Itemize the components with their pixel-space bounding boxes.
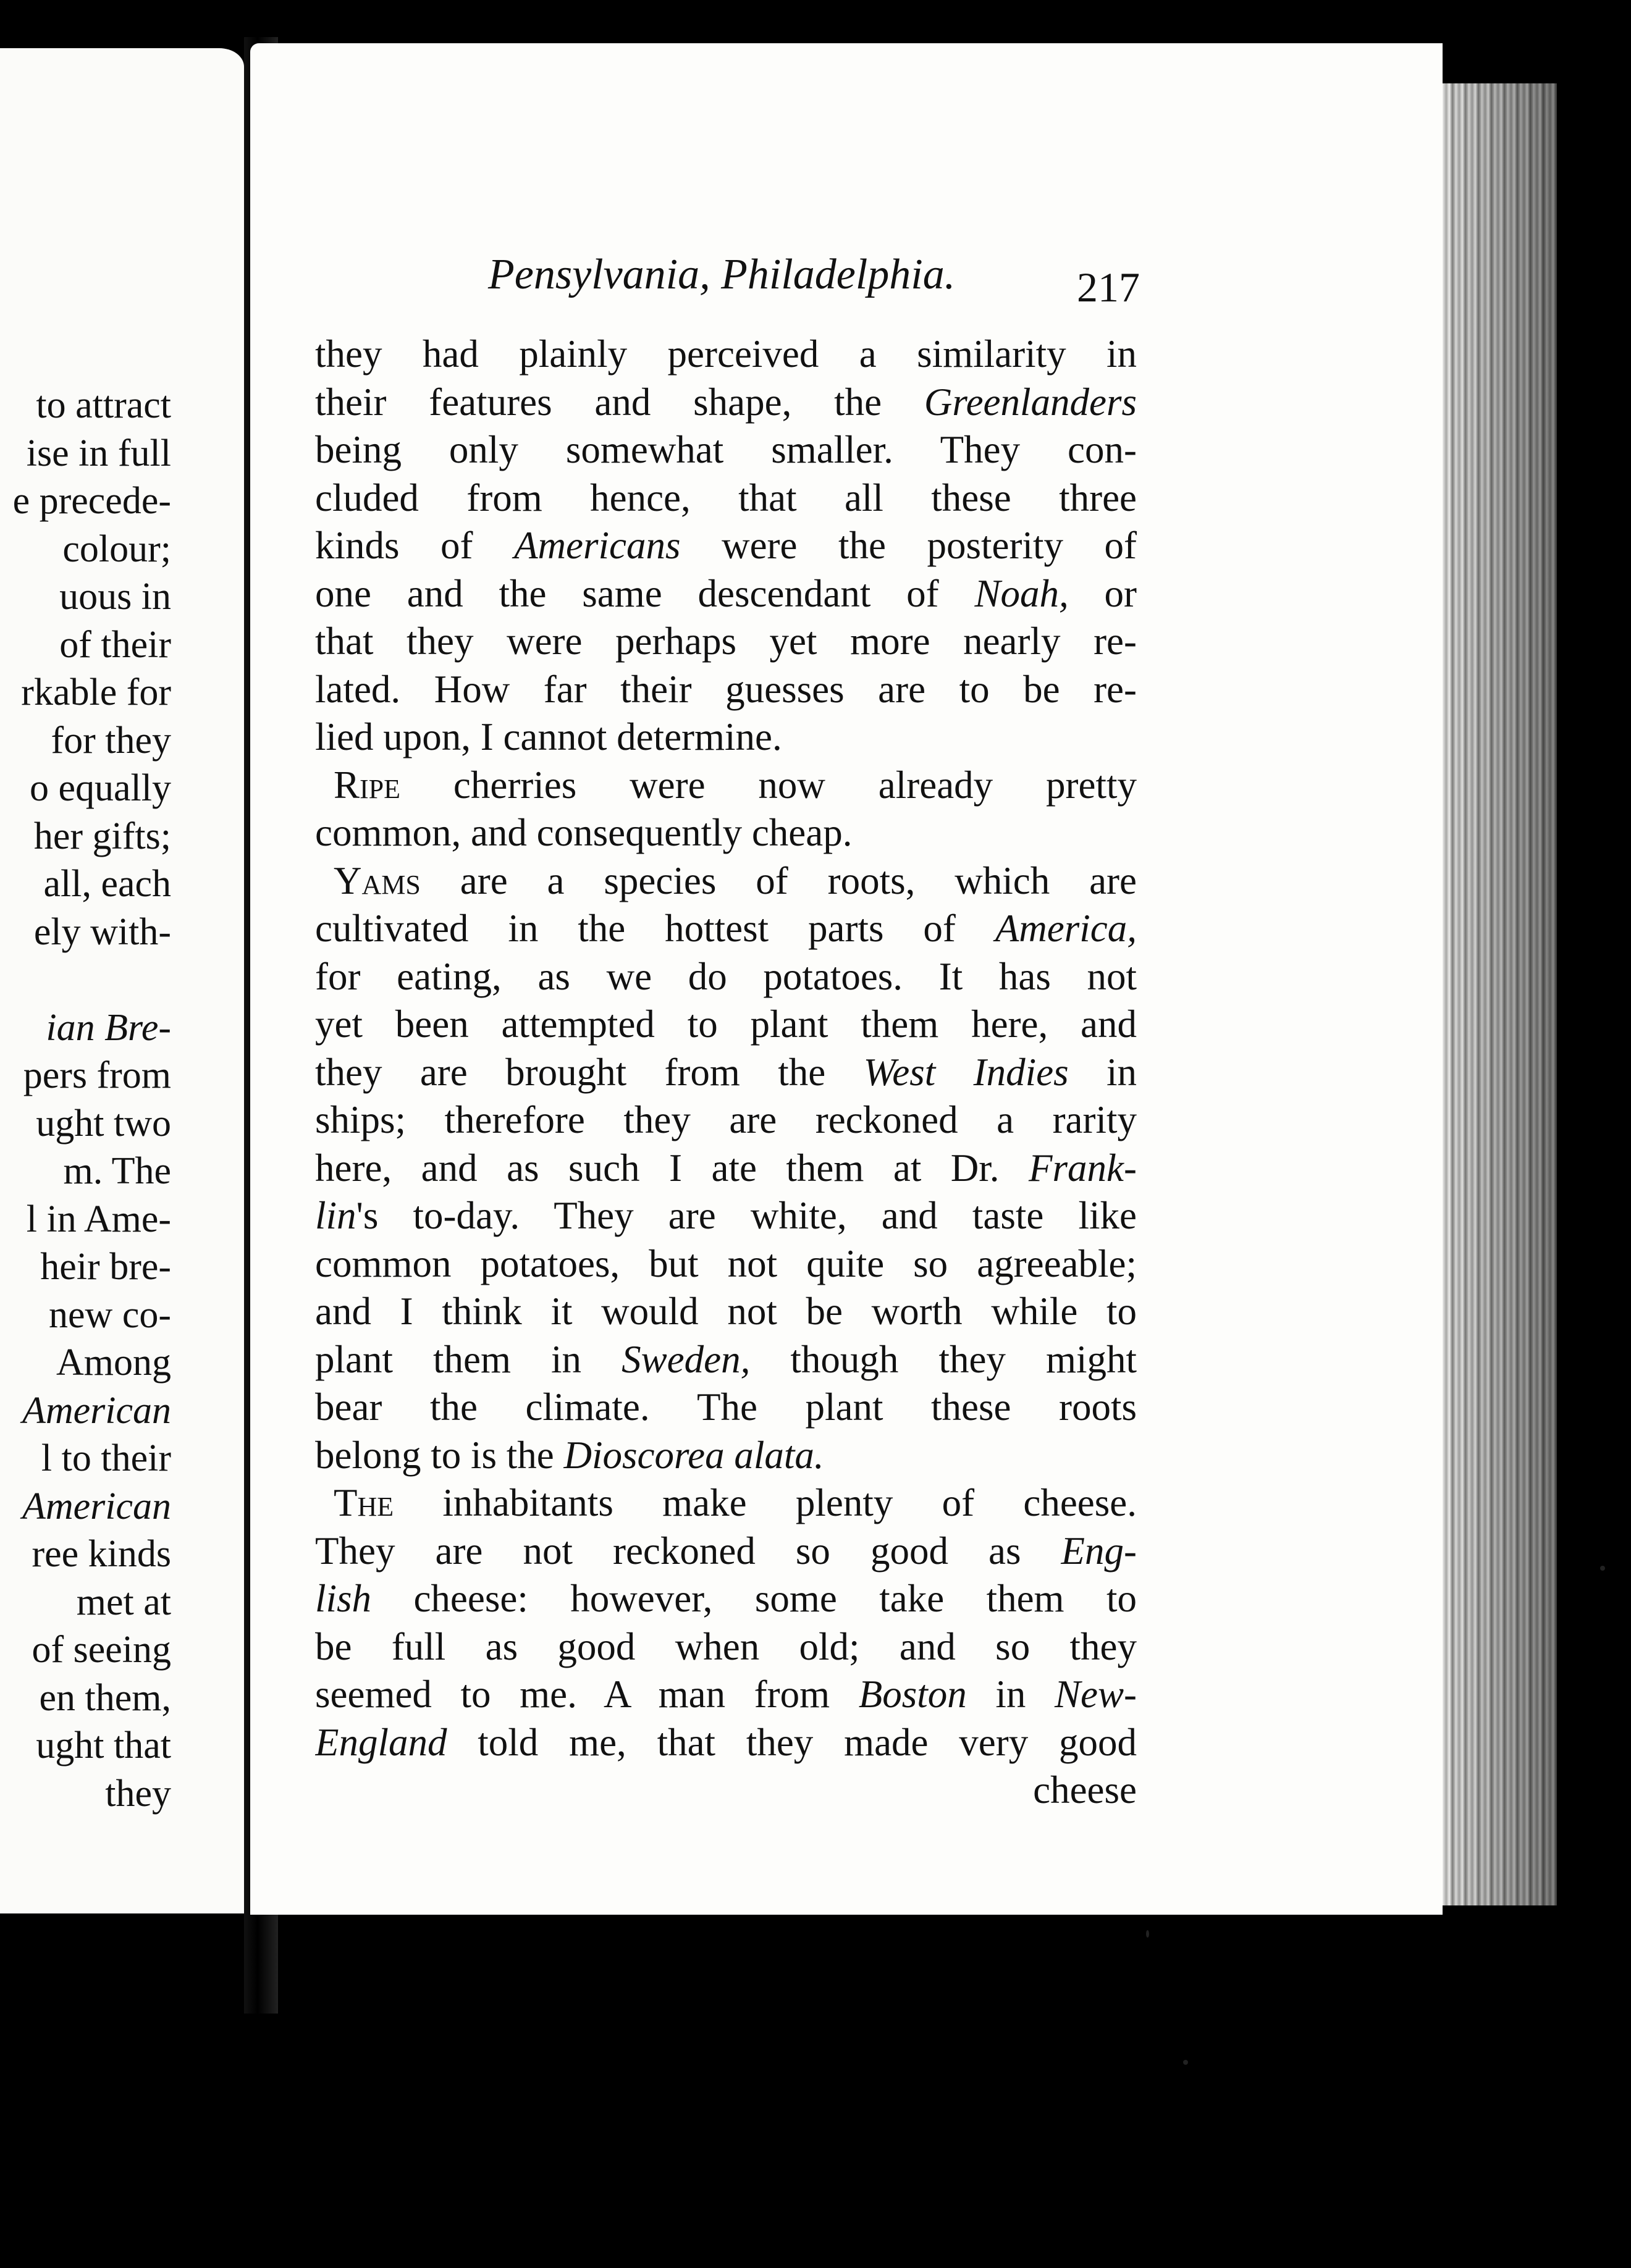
- text-line: that they were perhaps yet more nearly re-: [315, 620, 1137, 663]
- facing-line: uous in: [59, 576, 171, 618]
- catchword: cheese: [1033, 1768, 1137, 1812]
- italic-name: Frank-: [1029, 1146, 1137, 1190]
- paragraph-lead: The: [334, 1481, 394, 1524]
- text-line: they had plainly perceived a similarity in: [315, 332, 1137, 376]
- paragraph-lead: Ripe: [334, 763, 401, 807]
- facing-line: heir bre-: [40, 1246, 171, 1288]
- text-line: lied upon, I cannot determine.: [315, 715, 782, 758]
- text-line: they are brought from the West Indies in: [315, 1050, 1137, 1094]
- facing-line: ely with-: [33, 910, 171, 953]
- facing-line: e precede-: [12, 480, 171, 522]
- text-line: common, and consequently cheap.: [315, 811, 853, 854]
- facing-line: they: [105, 1772, 171, 1815]
- facing-line: rkable for: [21, 671, 171, 713]
- text-line: here, and as such I ate them at Dr. Frank-: [315, 1146, 1137, 1190]
- facing-line: o equally: [30, 767, 171, 809]
- italic-name: lish: [315, 1577, 372, 1620]
- facing-page-text: [0, 382, 171, 1818]
- facing-line: colour;: [62, 527, 171, 570]
- body-text: [315, 330, 1137, 1815]
- running-head: Pensylvania, Philadelphia.: [488, 251, 956, 298]
- italic-name: Americans: [514, 524, 681, 567]
- text-line: cluded from hence, that all these three: [315, 476, 1137, 519]
- facing-line: American: [22, 1485, 171, 1527]
- text-line: common potatoes, but not quite so agreeable;: [315, 1241, 1137, 1285]
- italic-name: America,: [995, 907, 1137, 950]
- text-line: England told me, that they made very good: [315, 1720, 1137, 1764]
- text-line: belong to is the Dioscorea alata.: [315, 1433, 824, 1477]
- ink-speck: [1600, 1566, 1605, 1571]
- facing-line: to attract: [36, 384, 171, 426]
- text-line: ships; therefore they are reckoned a rarity: [315, 1098, 1137, 1141]
- text-line: Ripe cherries were now already pretty: [334, 763, 1137, 807]
- text-line: yet been attempted to plant them here, and: [315, 1002, 1137, 1046]
- italic-name: Noah,: [974, 571, 1069, 615]
- facing-line: new co-: [49, 1293, 171, 1336]
- facing-line: pers from: [23, 1054, 171, 1096]
- facing-line: ree kinds: [32, 1533, 171, 1575]
- text-line: seemed to me. A man from Boston in New-: [315, 1673, 1137, 1716]
- text-line: bear the climate. The plant these roots: [315, 1385, 1137, 1429]
- facing-line: [0, 956, 171, 1004]
- facing-line: l to their: [41, 1437, 171, 1479]
- ink-speck: [1146, 1930, 1149, 1938]
- text-line: for eating, as we do potatoes. It has not: [315, 954, 1137, 998]
- ink-speck: [1183, 2060, 1188, 2065]
- page-edges-shade: [1443, 83, 1557, 1905]
- text-line: kinds of Americans were the posterity of: [315, 524, 1137, 567]
- facing-line: her gifts;: [33, 815, 171, 857]
- facing-line: ught two: [36, 1102, 171, 1144]
- italic-name: Boston: [858, 1673, 967, 1716]
- text-line: cultivated in the hottest parts of America,: [315, 907, 1137, 950]
- facing-line: ise in full: [26, 432, 171, 474]
- facing-line: en them,: [39, 1676, 171, 1719]
- italic-name: Eng-: [1061, 1529, 1137, 1573]
- text-line: Yams are a species of roots, which are: [334, 859, 1137, 902]
- italic-name: Sweden,: [622, 1337, 751, 1381]
- facing-line: ian Bre-: [46, 1006, 171, 1049]
- text-line: being only somewhat smaller. They con-: [315, 428, 1137, 471]
- facing-line: for they: [51, 719, 171, 762]
- facing-line: of seeing: [32, 1629, 171, 1671]
- italic-name: West Indies: [863, 1050, 1069, 1094]
- text-line: The inhabitants make plenty of cheese.: [334, 1481, 1137, 1524]
- italic-name: lin: [315, 1194, 356, 1237]
- italic-name: England: [315, 1720, 447, 1764]
- italic-name: Greenlanders: [924, 380, 1137, 424]
- facing-line: ught that: [36, 1724, 171, 1766]
- text-line: lish cheese: however, some take them to: [315, 1577, 1137, 1620]
- facing-line: American: [22, 1389, 171, 1432]
- facing-page-fragment: [0, 48, 244, 1913]
- facing-line: Among: [56, 1342, 171, 1384]
- text-line: one and the same descendant of Noah, or: [315, 571, 1137, 615]
- italic-name: New-: [1055, 1673, 1137, 1716]
- text-line: plant them in Sweden, though they might: [315, 1337, 1137, 1381]
- paragraph-lead: Yams: [334, 859, 421, 902]
- text-line: their features and shape, the Greenlanders: [315, 380, 1137, 424]
- italic-name: Dioscorea alata.: [563, 1433, 824, 1477]
- text-line: They are not reckoned so good as Eng-: [315, 1529, 1137, 1573]
- facing-line: m. The: [63, 1150, 171, 1192]
- facing-line: of their: [59, 623, 171, 666]
- text-line: be full as good when old; and so they: [315, 1624, 1137, 1668]
- page-number: 217: [1077, 264, 1140, 311]
- text-line: and I think it would not be worth while to: [315, 1290, 1137, 1333]
- text-line: lin's to-day. They are white, and taste like: [315, 1194, 1137, 1237]
- facing-line: all, each: [43, 863, 171, 905]
- facing-line: met at: [76, 1581, 171, 1623]
- text-line: lated. How far their guesses are to be re-: [315, 667, 1137, 711]
- facing-line: l in Ame-: [26, 1198, 171, 1240]
